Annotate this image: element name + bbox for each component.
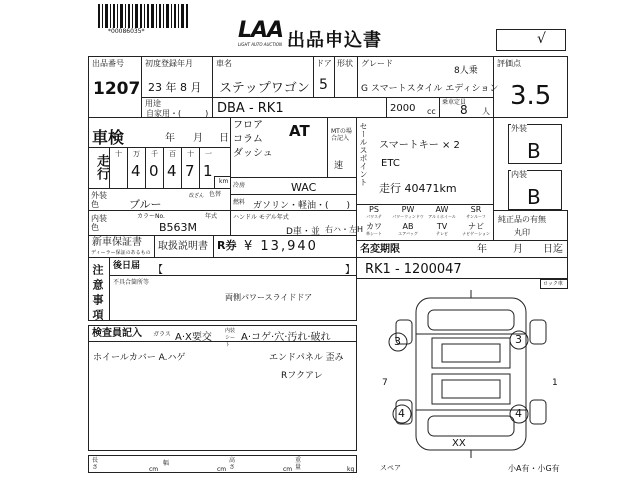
- equipment-item-label: SR: [470, 205, 482, 214]
- color-change-label: 色替: [209, 191, 222, 198]
- height-unit: cm: [283, 466, 293, 473]
- equipment-item-sub: エアバッグ: [398, 231, 418, 236]
- grade-cell: [357, 56, 499, 98]
- equipment-item-label: TV: [436, 222, 448, 231]
- lot-number: 1207: [93, 79, 141, 99]
- mileage-unit-label: 百: [169, 150, 176, 158]
- grade-label: グレード: [361, 59, 393, 68]
- shaken-cell: [88, 117, 231, 148]
- notes-label: 注意事項: [91, 264, 104, 324]
- barcode-text: *00086035*: [108, 28, 145, 35]
- small-parts-label: 小A有・小G有: [508, 464, 560, 473]
- mileage-digit: 0: [149, 162, 159, 180]
- equipment-item: [357, 205, 391, 222]
- inspector-line-1: ホイールカバー A.ハゲ: [93, 353, 186, 363]
- defect-value: 両側パワースライドドア: [225, 293, 313, 302]
- cooler-value: WAC: [291, 181, 317, 194]
- defect-label: 不具合箇所等: [113, 279, 150, 286]
- color-no-value: B563M: [159, 221, 198, 234]
- sales-point-1: スマートキー × 2: [379, 140, 460, 151]
- equipment-item-label: PW: [401, 205, 415, 214]
- genuine-value: 丸印: [514, 228, 530, 237]
- mileage-label: 走行: [94, 154, 109, 180]
- shaken-label: 車検: [92, 128, 125, 147]
- shaken-year: 年: [165, 133, 175, 144]
- inspector-line-2: エンドパネル 歪み: [269, 353, 344, 363]
- sales-point-2: ETC: [381, 158, 400, 169]
- height-label: 高さ: [229, 457, 236, 471]
- mileage-digit-cell: [181, 148, 199, 189]
- mileage-unit-label: 千: [151, 150, 158, 158]
- sales-points-cell: [356, 117, 494, 205]
- door-value: 5: [319, 77, 328, 93]
- door-label: ドア: [316, 59, 332, 68]
- mileage-digit: 4: [131, 162, 141, 180]
- mileage-unit-label: 十: [187, 150, 194, 158]
- score-label: 評価点: [497, 59, 521, 68]
- equipment-item: [391, 222, 425, 239]
- genuine-cell: [493, 210, 568, 241]
- equipment-item: [425, 205, 459, 222]
- dimensions-cell: [88, 455, 357, 473]
- mileage-digit-grid: [109, 148, 217, 189]
- warranty-sub: ディーラー保証のあるもの: [91, 250, 151, 256]
- lot-label: 出品番号: [92, 59, 124, 68]
- width-unit: cm: [217, 466, 227, 473]
- drive-value-1: D車・並: [286, 227, 320, 237]
- capacity-value: 8: [460, 103, 468, 117]
- mileage-km: km: [219, 178, 229, 185]
- mileage-tampered: 改ざん: [189, 193, 205, 199]
- equipment-item-sub: テレビ: [436, 231, 448, 236]
- car-outline-icon: [376, 290, 566, 460]
- first-reg-label: 初度登録年月: [145, 59, 193, 68]
- mileage-unit-label: 十: [115, 150, 122, 158]
- exterior-score-cell: [508, 124, 562, 164]
- shape-cell: [334, 56, 358, 98]
- equipment-item-sub: サンルーフ: [466, 214, 486, 219]
- sales-points-label: セールスポイント: [359, 122, 368, 186]
- recycle-label: R券: [217, 239, 237, 252]
- lot-cell: [88, 56, 142, 118]
- inspector-header: [88, 325, 357, 348]
- equipment-item: [425, 222, 459, 239]
- score-value: 3.5: [510, 81, 552, 111]
- shift-column: コラム: [233, 134, 263, 145]
- capacity-unit: 人: [482, 107, 490, 116]
- notes-cell: [88, 257, 357, 324]
- chassis-cell: [356, 257, 568, 279]
- shaken-day: 日: [219, 133, 229, 144]
- transfer-cell: [356, 240, 568, 258]
- shaken-month: 月: [193, 133, 203, 144]
- mileage-digit-cell: [145, 148, 163, 189]
- shift-mt-label: MTの場合記入: [331, 128, 352, 142]
- lock-label: ロック車: [543, 281, 563, 287]
- fuel-label: 燃料: [233, 199, 246, 206]
- diagram-mark-1: 3: [394, 335, 401, 348]
- manual-label: 取扱説明書: [158, 241, 208, 252]
- logo: [238, 20, 283, 47]
- mileage-digit: 7: [185, 162, 195, 180]
- checkmark: √: [537, 31, 546, 47]
- shift-speed: 速: [334, 161, 344, 171]
- form-title: 出品申込書: [287, 30, 382, 51]
- cc-unit: cc: [427, 107, 436, 116]
- genuine-label: 純正品の有無: [498, 215, 546, 224]
- transfer-deadline: 日迄: [543, 244, 563, 255]
- exterior-label: 外装: [511, 124, 527, 133]
- equipment-item: [357, 222, 391, 239]
- warranty-label: 新車保証書: [92, 237, 142, 248]
- score-cell: [493, 56, 568, 118]
- inspector-body: [88, 341, 357, 451]
- model-change-label: モデル年式: [259, 214, 289, 221]
- ext-color-label: 外装色: [91, 191, 107, 209]
- interior-value: B: [527, 185, 541, 209]
- transfer-year: 年: [477, 244, 487, 255]
- chassis-value: RK1 - 1200047: [365, 262, 462, 277]
- model-cell: [212, 97, 387, 118]
- cooler-cell: [230, 177, 357, 195]
- seat-value: A·コゲ·穴·汚れ·破れ: [241, 332, 331, 343]
- shift-value: AT: [289, 122, 310, 140]
- later-docs-bracket-close: 】: [345, 265, 355, 276]
- usage-value: 自家用・( ): [146, 109, 209, 118]
- equipment-item-sub: ナビゲーション: [462, 231, 490, 236]
- cooler-label: 冷房: [233, 182, 246, 189]
- recycle-value: ¥ 13,940: [244, 239, 318, 254]
- barcode: [98, 4, 190, 34]
- mileage-cell: [88, 147, 231, 189]
- fuel-value: ガソリン・軽油・( ): [253, 201, 351, 211]
- equipment-item-sub: パワーウィンドウ: [392, 214, 424, 219]
- equipment-item-label: カワ: [366, 222, 382, 231]
- exterior-value: B: [527, 139, 541, 163]
- ext-color-cell: [88, 188, 231, 211]
- later-docs-label: 後日届: [113, 261, 141, 271]
- length-label: 長さ: [92, 457, 99, 471]
- equipment-item-sub: パワステ: [366, 214, 382, 219]
- int-color-label: 内装色: [91, 214, 107, 232]
- drive-label: ハンドル: [233, 214, 258, 221]
- color-no-label: カラーNo.: [137, 213, 165, 220]
- model-value: DBA - RK1: [217, 101, 284, 116]
- logo-subtitle: LIGHT AUTO AUCTION: [238, 42, 282, 47]
- shift-cell: [230, 117, 357, 178]
- sales-point-3: 走行 40471km: [379, 182, 457, 195]
- mileage-unit-label: 一: [205, 150, 212, 158]
- equipment-item-label: AB: [402, 222, 414, 231]
- mileage-digit-cell: [127, 148, 145, 189]
- later-docs-bracket: 【: [153, 265, 163, 276]
- spare-label: スペア: [380, 464, 401, 472]
- capacity-label: 乗車定員: [442, 99, 467, 106]
- equipment-item: [391, 205, 425, 222]
- svg-text:1: 1: [552, 378, 558, 388]
- grade-note: 8人乗: [454, 66, 478, 76]
- usage-label: 用途: [145, 99, 161, 108]
- interior-score-cell: [508, 170, 562, 210]
- capacity-cell: [439, 97, 494, 118]
- shift-floor: フロア: [233, 120, 263, 131]
- width-label: 幅: [163, 460, 170, 467]
- equipment-item-sub: 革シート: [366, 231, 382, 236]
- barcode-graphic: [98, 4, 190, 28]
- equipment-item-label: ナビ: [468, 222, 484, 231]
- equipment-grid: [357, 205, 493, 240]
- car-name-label: 車名: [216, 59, 232, 68]
- equipment-item-label: PS: [369, 205, 379, 214]
- weight-label: 重量: [295, 457, 302, 471]
- cc-cell: [386, 97, 440, 118]
- check-box: [496, 29, 566, 51]
- car-name-value: ステップワゴン: [219, 81, 310, 96]
- logo-text: LAA: [238, 18, 284, 43]
- seat-label: 内装シート: [225, 328, 236, 348]
- int-color-cell: [88, 210, 231, 236]
- diagram-mark-4: 4: [515, 407, 522, 420]
- recycle-cell: [213, 235, 357, 258]
- length-unit: cm: [149, 466, 159, 473]
- equipment-item-sub: アルミホイール: [428, 214, 456, 219]
- transfer-month: 月: [513, 244, 523, 255]
- shift-dash: ダッシュ: [233, 148, 273, 159]
- car-name-cell: [212, 56, 314, 98]
- shape-label: 形状: [337, 59, 353, 68]
- equipment-item: [459, 222, 493, 239]
- cc-value: 2000: [390, 103, 416, 114]
- weight-unit: kg: [347, 466, 355, 473]
- drive-cell: [230, 210, 364, 237]
- equipment-item: [459, 205, 493, 222]
- mileage-digit: 1: [203, 162, 213, 180]
- ext-color-value: ブルー: [129, 198, 162, 211]
- drive-value-2: 右ハ・左H: [325, 225, 364, 234]
- glass-label: ガラス: [153, 331, 171, 338]
- equipment-cell: [356, 204, 494, 241]
- inspector-label: 検査員記入: [92, 328, 142, 339]
- inspector-line-3: Rフクアレ: [281, 371, 323, 381]
- first-reg-value: 23 年 8 月: [148, 81, 202, 94]
- usage-cell: [141, 97, 213, 118]
- equipment-item-label: AW: [435, 205, 449, 214]
- mileage-digit: 4: [167, 162, 177, 180]
- lock-cell: [540, 279, 568, 289]
- door-cell: [313, 56, 335, 98]
- model-year-label: 年式: [205, 213, 218, 220]
- svg-text:7: 7: [382, 378, 388, 388]
- diagram-mark-3: 4: [398, 407, 405, 420]
- grade-value: G スマートスタイル エディション: [361, 84, 499, 94]
- manual-cell: [154, 235, 214, 258]
- interior-label: 内装: [511, 170, 527, 179]
- diagram-mark-2: 3: [515, 333, 522, 346]
- diagram-mark-5: XX: [452, 438, 466, 449]
- transfer-label: 名変期限: [360, 244, 400, 255]
- first-reg-cell: [141, 56, 213, 98]
- warranty-cell: [88, 235, 155, 258]
- car-diagram: [376, 290, 566, 460]
- mileage-digit-cell: [109, 148, 127, 189]
- mileage-digit-cell: [163, 148, 181, 189]
- fuel-cell: [230, 194, 357, 211]
- glass-value: A·X要交: [175, 332, 212, 343]
- mileage-unit-label: 万: [133, 150, 140, 158]
